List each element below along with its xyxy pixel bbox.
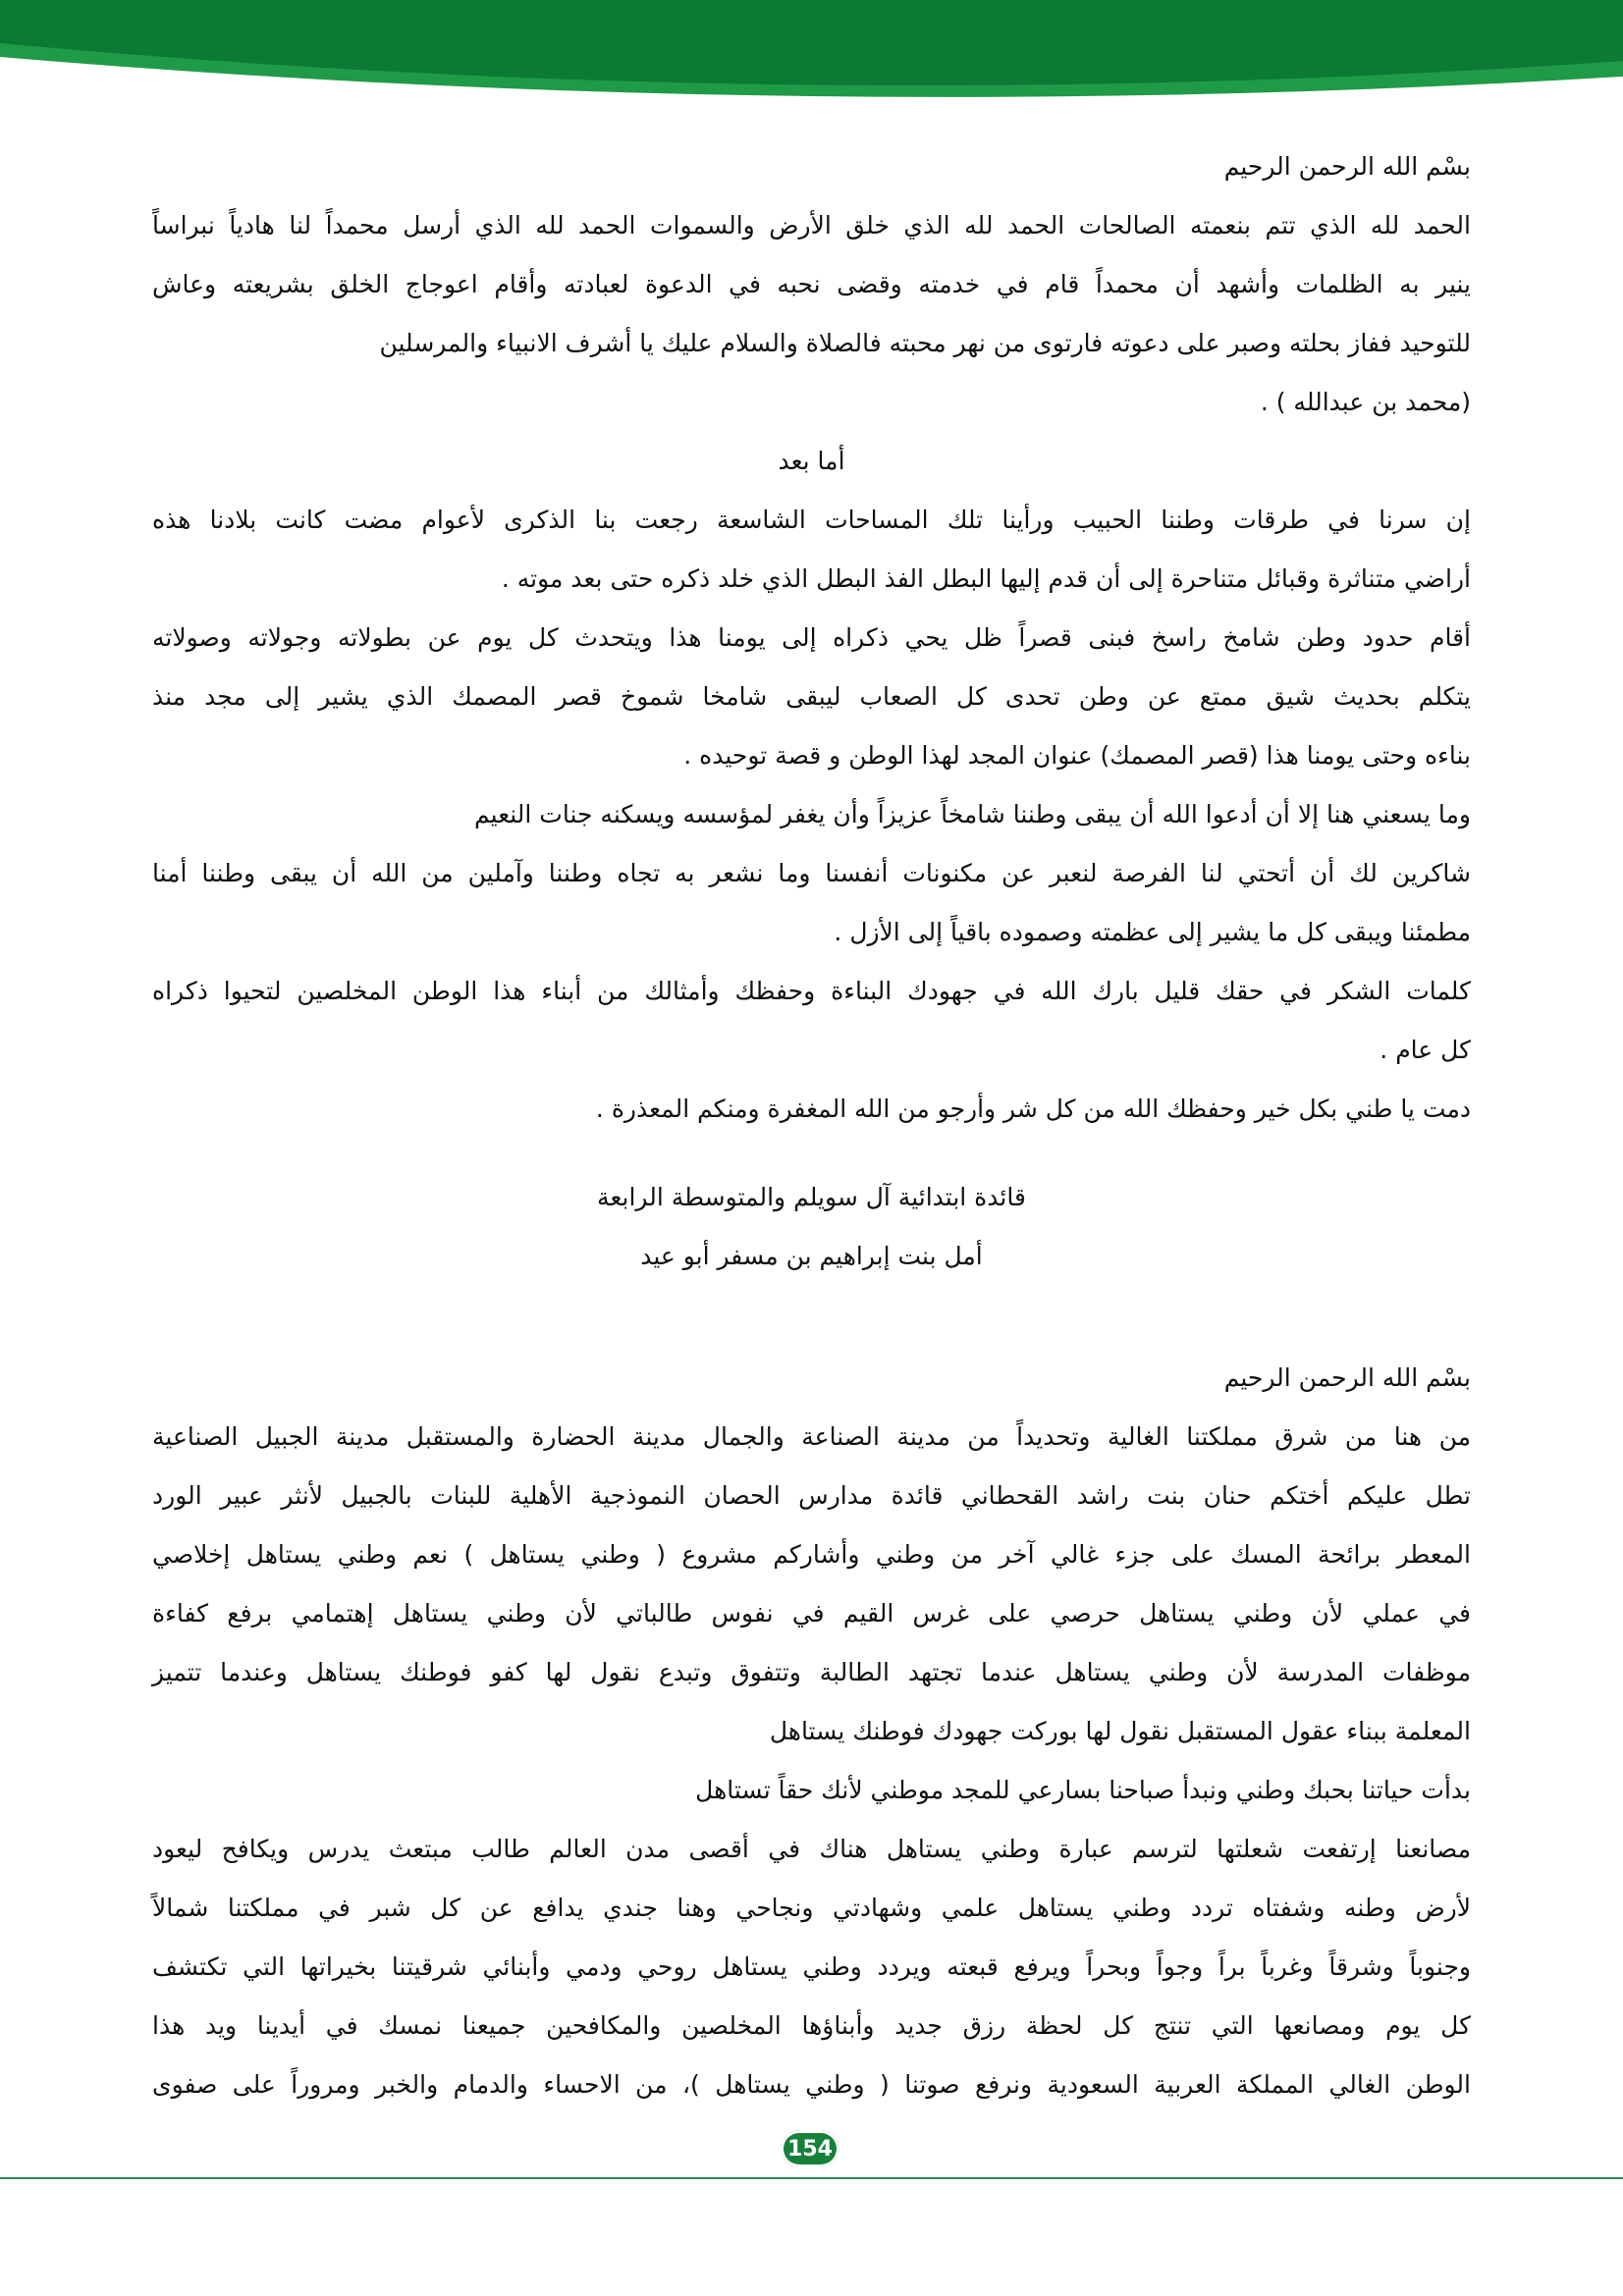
body2-line-8: مصانعنا إرتفعت شعلتها لترسم عبارة وطني يستاهل هناك في أقصى مدن العالم طالب مبتعث يدرس ويكافح ليعود	[152, 1835, 1471, 1863]
signature-name: أمل بنت إبراهيم بن مسفر أبو عيد	[640, 1242, 983, 1270]
intro-line-3: للتوحيد ففاز بحلته وصبر على دعوته فارتوى من نهر محبته فالصلاة والسلام عليك يا أشرف الانبياء والمرسلين	[379, 329, 1471, 357]
page-number-badge: 154	[781, 2130, 839, 2167]
intro-line-4: (محمد بن عبدالله ) .	[1260, 388, 1471, 416]
body-line-8: مطمئنا ويبقى كل ما يشير إلى عظمته وصموده باقياً إلى الأزل .	[834, 918, 1471, 946]
body-line-11: دمت يا طني بكل خير وحفظك الله من كل شر وأرجو من الله المغفرة ومنكم المعذرة .	[595, 1095, 1471, 1123]
body2-line-6: المعلمة ببناء عقول المستقبل نقول لها بوركت جهودك فوطنك يستاهل	[769, 1717, 1471, 1745]
body-line-10: كل عام .	[1380, 1036, 1471, 1064]
body2-line-3: المعطر برائحة المسك على جزء غالي آخر من وطني وأشاركم مشروع ( وطني يستاهل ) نعم وطني يستاهل إخلاصي	[152, 1540, 1471, 1569]
body-line-4: يتكلم بحديث شيق ممتع عن وطن تحدى كل الصعاب ليبقى شامخا شموخ قصر المصمك الذي يشير إلى مجد منذ	[152, 682, 1471, 711]
body-line-5: بناءه وحتى يومنا هذا (قصر المصمك) عنوان المجد لهذا الوطن و قصة توحيده .	[683, 741, 1471, 770]
section-heading: أما بعد	[778, 447, 845, 475]
body2-line-7: بدأت حياتنا بحبك وطني ونبدأ صباحنا بسارعي للمجد موطني لأنك حقاً تستاهل	[695, 1776, 1471, 1804]
body2-line-10: وجنوباً وشرقاً وغرباً براً وجواً وبحراً ويرفع قبعته ويردد وطني يستاهل روحي ودمي وأبنائي شرقيتنا بخيراتها التي تكتشف	[152, 1952, 1471, 1981]
body2-line-12: الوطن الغالي المملكة العربية السعودية ونرفع صوتنا ( وطني يستاهل )، من الاحساء والدمام والخبر ومروراً على صفوى	[152, 2070, 1471, 2099]
body-line-3: أقام حدود وطن شامخ راسخ فبنى قصراً ظل يحي ذكراه إلى يومنا هذا ويتحدث كل يوم عن بطولاته وجولاته وصولاته	[152, 623, 1471, 652]
body-line-9: كلمات الشكر في حقك قليل بارك الله في جهودك البناءة وحفظك وأمثالك من أبناء هذا الوطن المخلصين لتحيوا ذكراه	[152, 977, 1471, 1005]
body2-line-2: تطل عليكم أختكم حنان بنت راشد القحطاني قائدة مدارس الحصان النموذجية الأهلية للبنات بالجبيل لأنثر عبير الورد	[152, 1481, 1471, 1510]
body2-line-11: كل يوم ومصانعها التي تنتج كل لحظة رزق جديد وأبناؤها المخلصين والمكافحين جميعنا نمسك في أيدينا ويد هذا	[152, 2011, 1471, 2040]
signature-title: قائدة ابتدائية آل سويلم والمتوسطة الرابعة	[597, 1183, 1026, 1211]
body-line-2: أراضي متناثرة وقبائل متناحرة إلى أن قدم إليها البطل الفذ البطل الذي خلد ذكره حتى بعد موته .	[501, 564, 1471, 593]
body-line-1: إن سرنا في طرقات وطننا الحبيب ورأينا تلك المساحات الشاسعة رجعت بنا الذكرى لأعوام مضت كانت بلادنا هذه	[152, 506, 1471, 534]
basmala-1: بسْم الله الرحمن الرحيم	[1223, 152, 1471, 181]
page-body	[152, 137, 1471, 2114]
header-green-band	[0, 0, 1623, 108]
body-line-6: وما يسعني هنا إلا أن أدعوا الله أن يبقى وطننا شامخاً عزيزاً وأن يغفر لمؤسسه ويسكنه جنات النعيم	[474, 800, 1471, 828]
body2-line-4: في عملي لأن وطني يستاهل حرصي على غرس القيم في نفوس طالباتي لأن وطني يستاهل إهتمامي برفع كفاءة	[152, 1599, 1471, 1628]
basmala-2: بسْم الله الرحمن الرحيم	[1223, 1363, 1471, 1392]
footer-rule	[0, 2177, 1623, 2179]
intro-line-2: ينير به الظلمات وأشهد أن محمداً قام في خدمته وقضى نحبه في الدعوة لعبادته وأقام اعوجاج الخلق بشريعته وعاش	[152, 270, 1471, 298]
body-line-7: شاكرين لك أن أتحتي لنا الفرصة لنعبر عن مكنونات أنفسنا وما نشعر به تجاه وطننا وآملين من الله أن يبقى وطننا أمنا	[152, 859, 1471, 887]
body2-line-9: لأرض وطنه وشفتاه تردد وطني يستاهل علمي وشهادتي ونجاحي وهنا جندي يدافع عن كل شبر في مملكتنا شمالاً	[152, 1894, 1471, 1922]
intro-line-1: الحمد لله الذي تتم بنعمته الصالحات الحمد لله الذي خلق الأرض والسموات الحمد لله الذي أرسل محمداً لنا هادياً نبراساً	[152, 211, 1471, 240]
body2-line-5: موظفات المدرسة لأن وطني يستاهل عندما تجتهد الطالبة وتتفوق وتبدع نقول لها كفو فوطنك يستاهل وعندما تتميز	[152, 1658, 1471, 1686]
body2-line-1: من هنا من شرق مملكتنا الغالية وتحديداً من مدينة الصناعة والجمال مدينة الحضارة والمستقبل مدينة الجبيل الصناعية	[152, 1422, 1471, 1451]
